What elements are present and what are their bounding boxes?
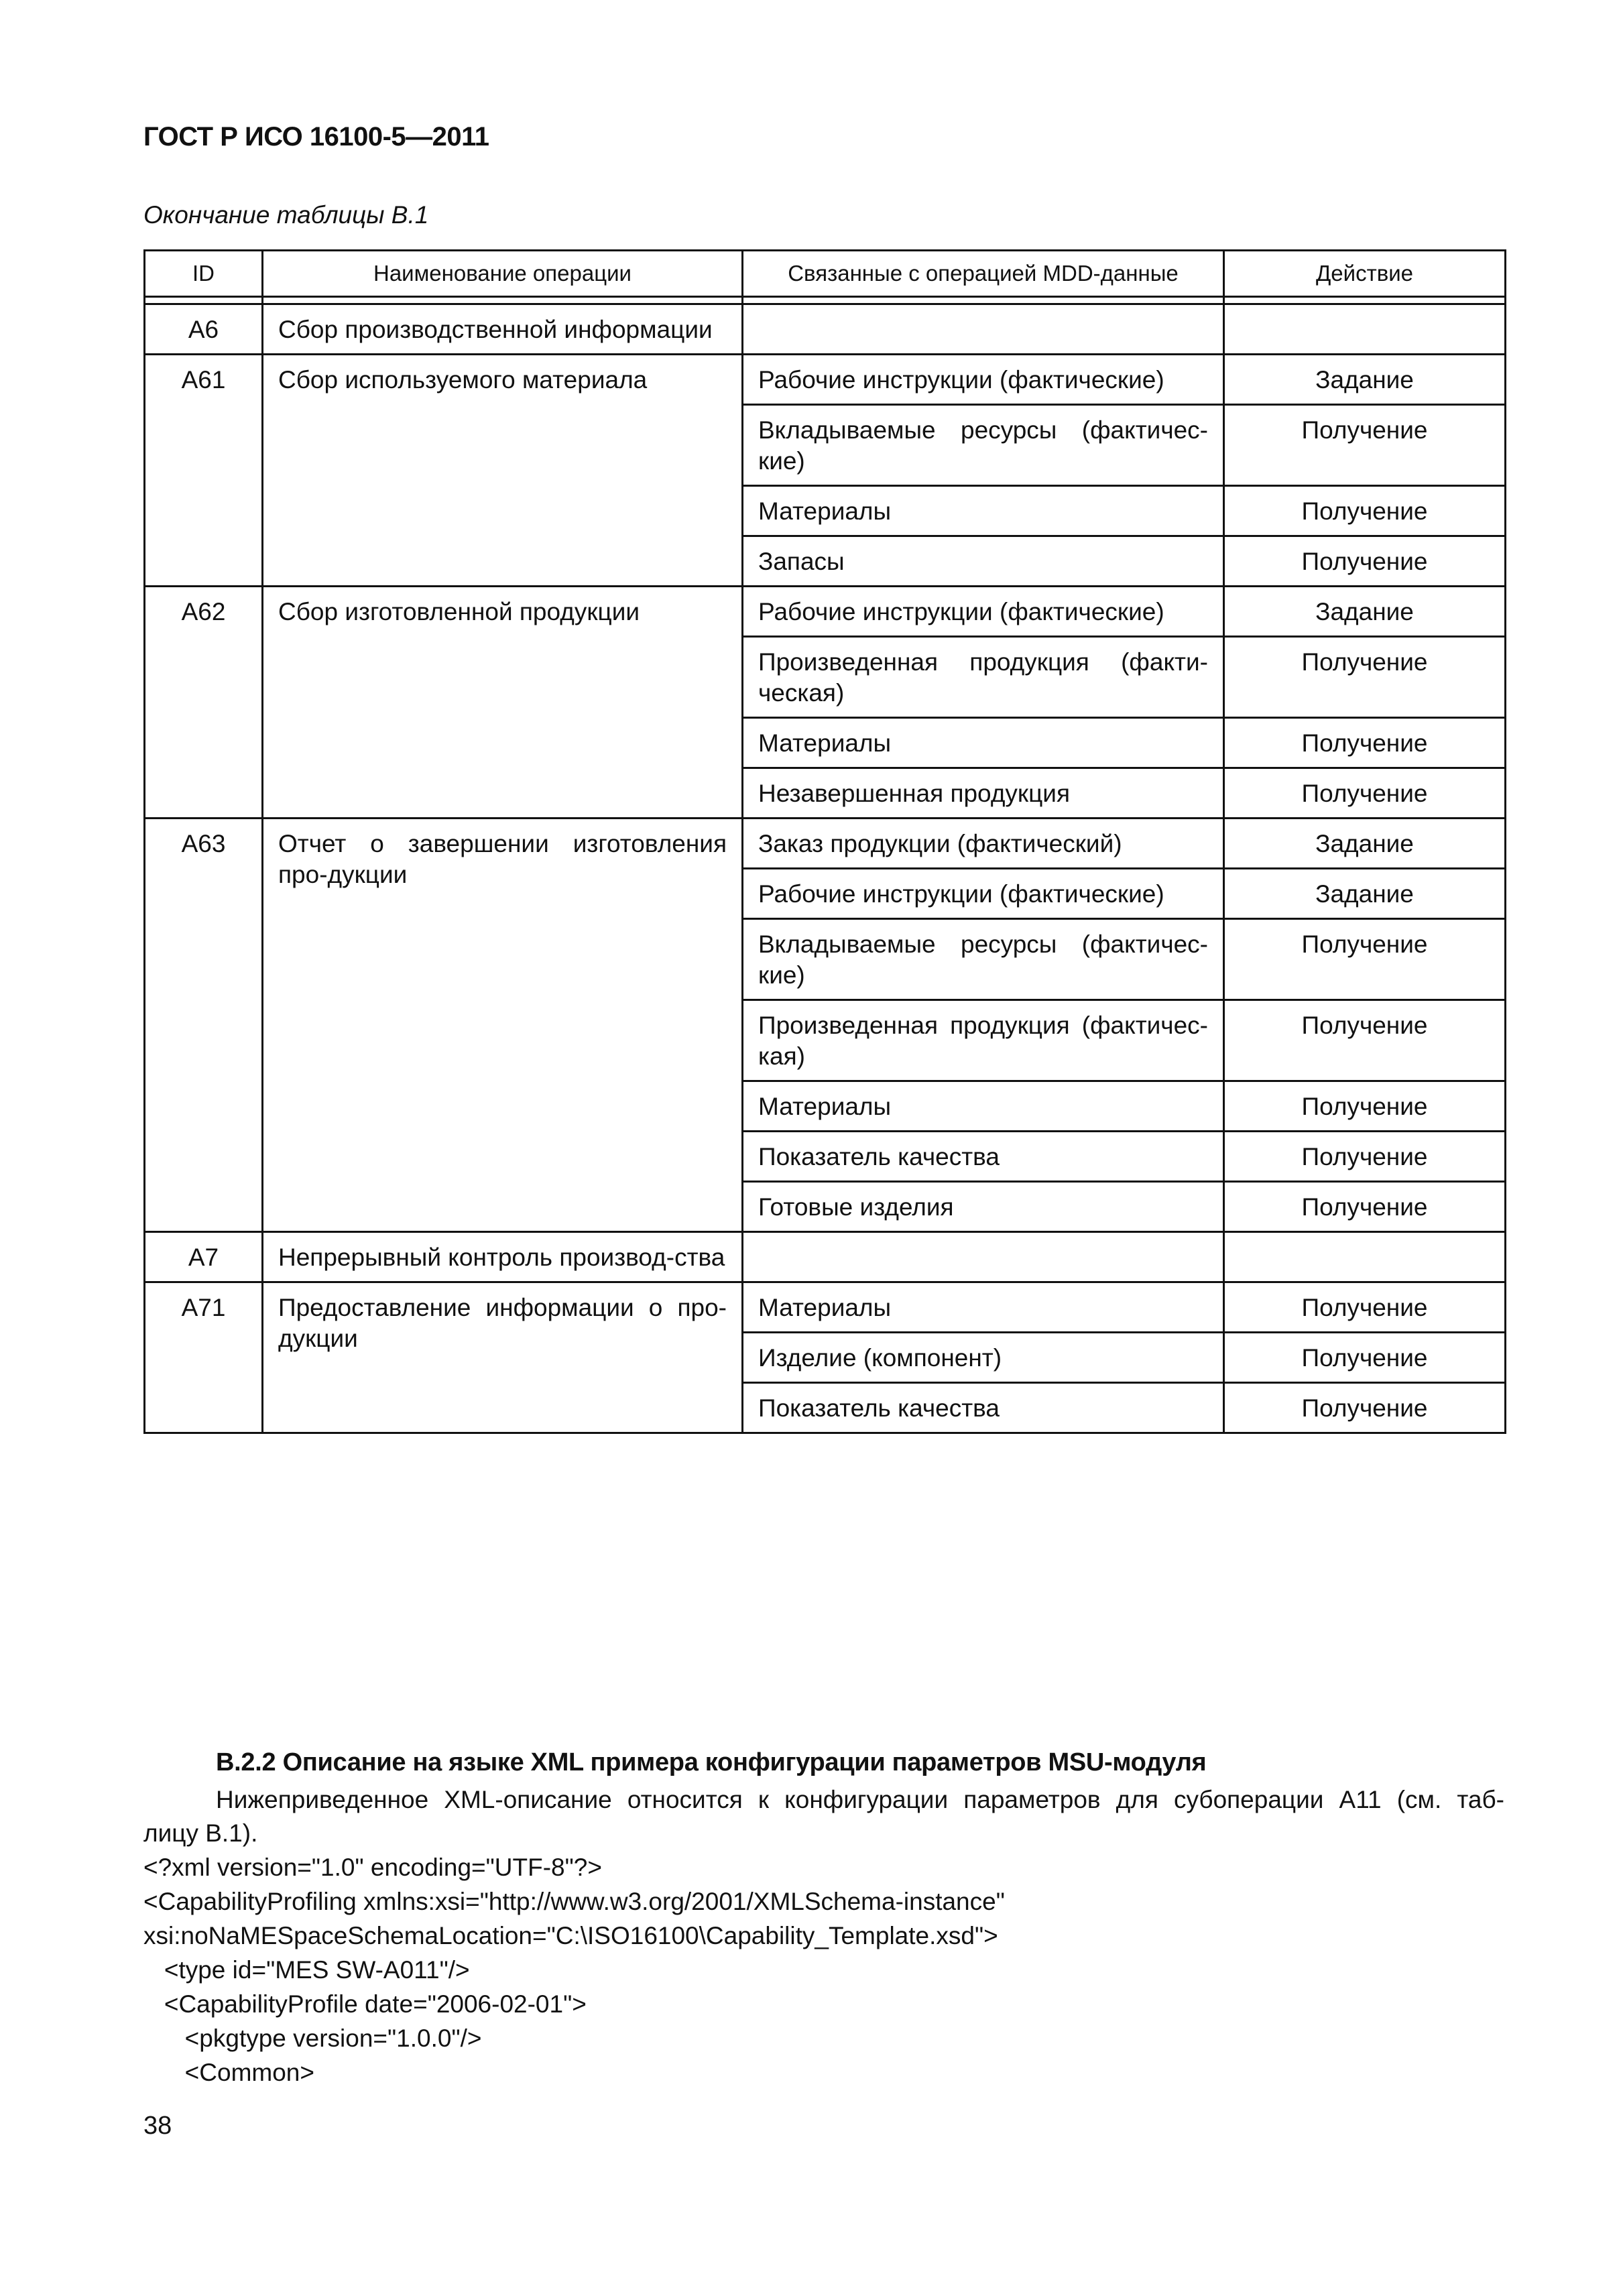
row-mdd-data: Произведенная продукция (фактичес-кая)	[743, 1000, 1224, 1081]
row-action: Получение	[1224, 1383, 1506, 1433]
code-line: <type id="MES SW-A011"/>	[143, 1956, 470, 1984]
row-operation-name: Предоставление информации о про-дукции	[263, 1282, 743, 1433]
section-heading: В.2.2 Описание на языке XML примера конфигурации параметров MSU-модуля	[216, 1748, 1207, 1776]
row-mdd-data: Изделие (компонент)	[743, 1333, 1224, 1383]
row-action: Получение	[1224, 1333, 1506, 1383]
code-line: <?xml version="1.0" encoding="UTF-8"?>	[143, 1854, 602, 1881]
row-action: Получение	[1224, 718, 1506, 768]
row-action: Получение	[1224, 1081, 1506, 1132]
column-header-id: ID	[145, 251, 263, 297]
row-id: А62	[145, 587, 263, 819]
row-mdd-data: Незавершенная продукция	[743, 768, 1224, 819]
row-id: А63	[145, 819, 263, 1232]
table-header-row	[145, 251, 1506, 297]
row-action: Получение	[1224, 1182, 1506, 1232]
row-mdd-data: Материалы	[743, 718, 1224, 768]
column-header-mdd-data: Связанные с операцией MDD-данные	[743, 251, 1224, 297]
row-id: А6	[145, 304, 263, 355]
row-mdd-data: Произведенная продукция (факти-ческая)	[743, 637, 1224, 718]
row-mdd-data: Материалы	[743, 486, 1224, 536]
row-action: Задание	[1224, 355, 1506, 405]
code-line: xsi:noNaMESpaceSchemaLocation="C:\ISO16100\Capability_Template.xsd">	[143, 1922, 998, 1949]
code-line: <pkgtype version="1.0.0"/>	[143, 2025, 482, 2052]
row-mdd-data: Готовые изделия	[743, 1182, 1224, 1232]
row-action: Получение	[1224, 1282, 1506, 1333]
header-separator-row	[145, 297, 1506, 304]
code-line: <CapabilityProfiling xmlns:xsi="http://www.w3.org/2001/XMLSchema-instance"	[143, 1888, 1005, 1915]
row-mdd-data: Рабочие инструкции (фактические)	[743, 869, 1224, 919]
row-action: Получение	[1224, 1000, 1506, 1081]
table-row	[145, 304, 1506, 355]
row-operation-name: Отчет о завершении изготовления про-дукции	[263, 819, 743, 1232]
row-mdd-data: Рабочие инструкции (фактические)	[743, 355, 1224, 405]
row-action	[1224, 304, 1506, 355]
row-action: Получение	[1224, 768, 1506, 819]
paragraph-line: Нижеприведенное XML-описание относится к конфигурации параметров для субоперации А11 (см. таб-	[216, 1786, 1504, 1813]
row-mdd-data: Показатель качества	[743, 1132, 1224, 1182]
row-mdd-data: Показатель качества	[743, 1383, 1224, 1433]
code-line: <CapabilityProfile date="2006-02-01">	[143, 1990, 587, 2018]
row-mdd-data	[743, 1232, 1224, 1282]
row-action: Задание	[1224, 587, 1506, 637]
table-row	[145, 355, 1506, 405]
row-action: Получение	[1224, 536, 1506, 587]
row-operation-name: Сбор изготовленной продукции	[263, 587, 743, 819]
row-action: Получение	[1224, 919, 1506, 1000]
row-operation-name: Сбор используемого материала	[263, 355, 743, 587]
row-mdd-data: Заказ продукции (фактический)	[743, 819, 1224, 869]
table-row	[145, 1232, 1506, 1282]
section-paragraph	[143, 1783, 1504, 1850]
row-action	[1224, 1232, 1506, 1282]
row-action: Получение	[1224, 637, 1506, 718]
row-mdd-data: Вкладываемые ресурсы (фактичес-кие)	[743, 919, 1224, 1000]
column-header-operation-name: Наименование операции	[263, 251, 743, 297]
row-action: Получение	[1224, 405, 1506, 486]
paragraph-line: лицу В.1).	[143, 1819, 258, 1847]
table-row	[145, 587, 1506, 637]
row-id: А71	[145, 1282, 263, 1433]
xml-code-listing	[143, 1850, 1005, 2090]
row-mdd-data: Запасы	[743, 536, 1224, 587]
row-id: А7	[145, 1232, 263, 1282]
row-operation-name: Непрерывный контроль производ-ства	[263, 1232, 743, 1282]
table-row	[145, 819, 1506, 869]
row-action: Получение	[1224, 1132, 1506, 1182]
row-mdd-data: Материалы	[743, 1282, 1224, 1333]
table-row	[145, 1282, 1506, 1333]
page-number: 38	[143, 2112, 172, 2140]
table-caption: Окончание таблицы В.1	[143, 201, 429, 229]
code-line: <Common>	[143, 2059, 314, 2086]
row-operation-name: Сбор производственной информации	[263, 304, 743, 355]
row-id: А61	[145, 355, 263, 587]
document-header: ГОСТ Р ИСО 16100-5—2011	[143, 122, 489, 152]
row-action: Получение	[1224, 486, 1506, 536]
row-mdd-data: Рабочие инструкции (фактические)	[743, 587, 1224, 637]
row-mdd-data	[743, 304, 1224, 355]
row-mdd-data: Материалы	[743, 1081, 1224, 1132]
row-action: Задание	[1224, 819, 1506, 869]
row-action: Задание	[1224, 869, 1506, 919]
row-mdd-data: Вкладываемые ресурсы (фактичес-кие)	[743, 405, 1224, 486]
column-header-action: Действие	[1224, 251, 1506, 297]
operations-table	[143, 249, 1506, 1434]
